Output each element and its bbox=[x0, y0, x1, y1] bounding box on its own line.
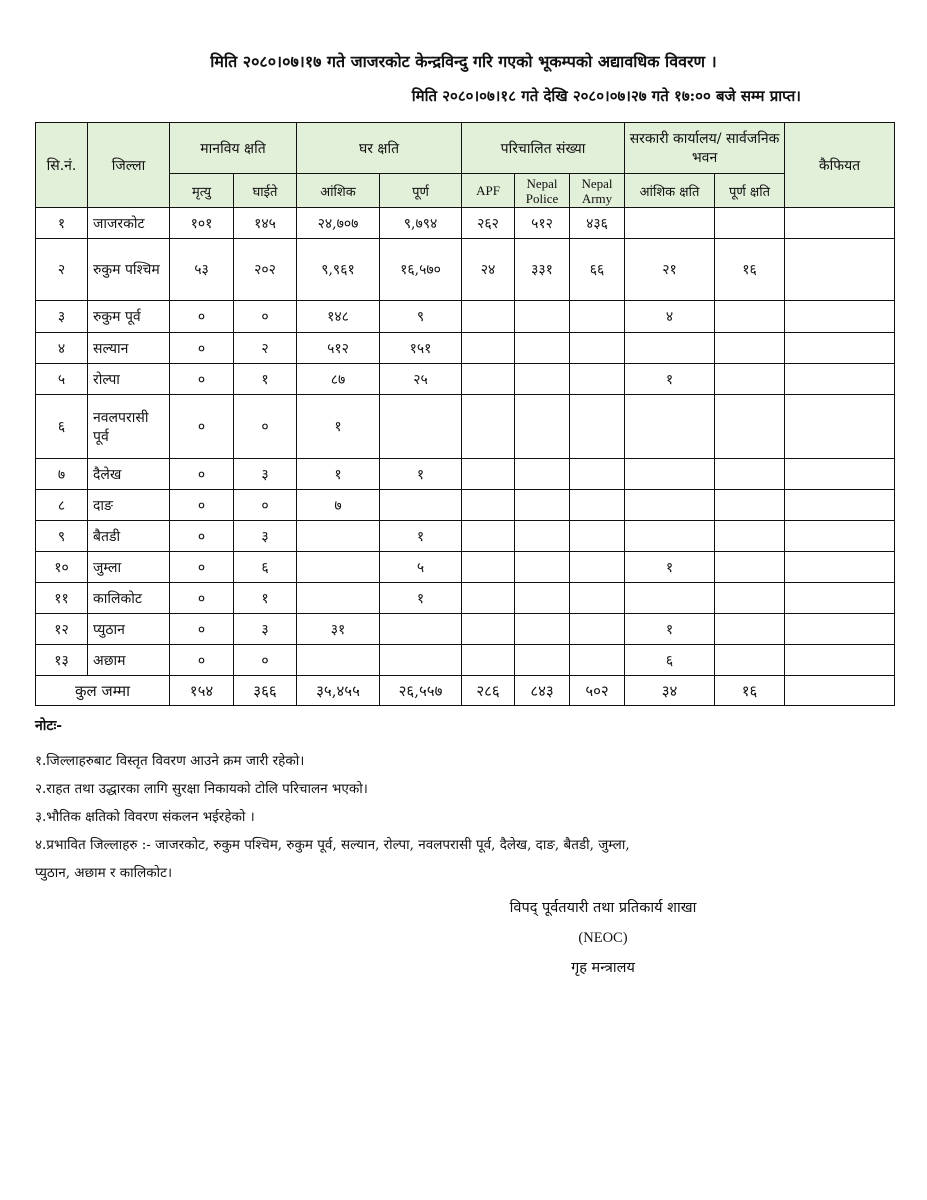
cell-remarks bbox=[785, 490, 895, 521]
cell-apf bbox=[462, 459, 515, 490]
cell-office-full bbox=[715, 364, 785, 395]
cell-partial bbox=[297, 552, 380, 583]
cell-full: ५ bbox=[380, 552, 462, 583]
header-partial: आंशिक bbox=[297, 174, 380, 208]
cell-full bbox=[380, 645, 462, 676]
cell-district: जुम्ला bbox=[88, 552, 170, 583]
cell-death: ० bbox=[170, 364, 234, 395]
cell-partial bbox=[297, 583, 380, 614]
cell-office-full bbox=[715, 459, 785, 490]
cell-partial bbox=[297, 521, 380, 552]
table-row bbox=[36, 552, 895, 583]
note-item: १.जिल्लाहरुबाट विस्तृत विवरण आउने क्रम जारी रहेको। bbox=[35, 753, 305, 769]
cell-sn: १३ bbox=[36, 645, 88, 676]
cell-army bbox=[570, 490, 625, 521]
header-full: पूर्ण bbox=[380, 174, 462, 208]
cell-injured: ० bbox=[234, 645, 297, 676]
header-district: जिल्ला bbox=[88, 123, 170, 208]
cell-army bbox=[570, 364, 625, 395]
cell-full: ९ bbox=[380, 301, 462, 333]
cell-office-partial: १ bbox=[625, 552, 715, 583]
cell-police bbox=[515, 583, 570, 614]
cell-partial: १ bbox=[297, 395, 380, 459]
cell-army bbox=[570, 333, 625, 364]
header-injured: घाईते bbox=[234, 174, 297, 208]
cell-police bbox=[515, 333, 570, 364]
cell-police bbox=[515, 614, 570, 645]
cell-sn: ७ bbox=[36, 459, 88, 490]
cell-full: ९,७९४ bbox=[380, 208, 462, 239]
cell-police bbox=[515, 552, 570, 583]
signature-block bbox=[470, 893, 736, 983]
cell-injured: ३ bbox=[234, 521, 297, 552]
cell-partial: २४,७०७ bbox=[297, 208, 380, 239]
signature-ministry: गृह मन्त्रालय bbox=[571, 960, 635, 976]
cell-apf: २४ bbox=[462, 239, 515, 301]
cell-office-partial: १ bbox=[625, 364, 715, 395]
cell-remarks bbox=[785, 208, 895, 239]
cell-office-full bbox=[715, 301, 785, 333]
table-row bbox=[36, 645, 895, 676]
total-injured: ३६६ bbox=[234, 676, 297, 706]
cell-office-full bbox=[715, 395, 785, 459]
total-remarks bbox=[785, 676, 895, 706]
header-sn: सि.नं. bbox=[36, 123, 88, 208]
total-army: ५०२ bbox=[570, 676, 625, 706]
cell-injured: १ bbox=[234, 364, 297, 395]
cell-district: नवलपरासी पूर्व bbox=[88, 395, 170, 459]
cell-remarks bbox=[785, 552, 895, 583]
total-death: १५४ bbox=[170, 676, 234, 706]
cell-full bbox=[380, 395, 462, 459]
cell-injured: ३ bbox=[234, 614, 297, 645]
cell-full bbox=[380, 614, 462, 645]
cell-remarks bbox=[785, 583, 895, 614]
cell-apf bbox=[462, 645, 515, 676]
cell-apf bbox=[462, 490, 515, 521]
header-house-damage: घर क्षति bbox=[297, 123, 462, 174]
cell-office-full bbox=[715, 208, 785, 239]
total-full: २६,५५७ bbox=[380, 676, 462, 706]
cell-police bbox=[515, 645, 570, 676]
cell-sn: १२ bbox=[36, 614, 88, 645]
cell-police: ३३१ bbox=[515, 239, 570, 301]
note-item: २.राहत तथा उद्धारका लागि सुरक्षा निकायको टोलि परिचालन भएको। bbox=[35, 781, 368, 797]
cell-injured: ६ bbox=[234, 552, 297, 583]
table-row bbox=[36, 239, 895, 301]
total-office-full: १६ bbox=[715, 676, 785, 706]
cell-full bbox=[380, 490, 462, 521]
cell-sn: ११ bbox=[36, 583, 88, 614]
cell-office-partial bbox=[625, 208, 715, 239]
cell-apf bbox=[462, 395, 515, 459]
cell-full: १६,५७० bbox=[380, 239, 462, 301]
cell-partial: १ bbox=[297, 459, 380, 490]
cell-sn: २ bbox=[36, 239, 88, 301]
total-police: ८४३ bbox=[515, 676, 570, 706]
signature-unit: (NEOC) bbox=[578, 930, 628, 946]
cell-death: ० bbox=[170, 645, 234, 676]
table-row bbox=[36, 459, 895, 490]
cell-remarks bbox=[785, 301, 895, 333]
cell-injured: २०२ bbox=[234, 239, 297, 301]
table-body bbox=[36, 208, 895, 706]
cell-office-partial: १ bbox=[625, 614, 715, 645]
cell-sn: ३ bbox=[36, 301, 88, 333]
cell-full: १ bbox=[380, 583, 462, 614]
header-govt-office: सरकारी कार्यालय/ सार्वजनिक भवन bbox=[625, 123, 785, 174]
cell-apf bbox=[462, 552, 515, 583]
cell-police bbox=[515, 521, 570, 552]
note-item: प्युठान, अछाम र कालिकोट। bbox=[35, 865, 173, 881]
cell-district: जाजरकोट bbox=[88, 208, 170, 239]
cell-sn: १० bbox=[36, 552, 88, 583]
cell-office-full: १६ bbox=[715, 239, 785, 301]
cell-office-full bbox=[715, 490, 785, 521]
cell-district: अछाम bbox=[88, 645, 170, 676]
cell-district: दाङ bbox=[88, 490, 170, 521]
cell-office-partial bbox=[625, 333, 715, 364]
cell-army bbox=[570, 521, 625, 552]
note-item: ३.भौतिक क्षतिको विवरण संकलन भईरहेको । bbox=[35, 809, 255, 825]
cell-army bbox=[570, 395, 625, 459]
cell-district: कालिकोट bbox=[88, 583, 170, 614]
cell-army bbox=[570, 301, 625, 333]
cell-police bbox=[515, 490, 570, 521]
cell-office-partial: २१ bbox=[625, 239, 715, 301]
cell-full: १ bbox=[380, 521, 462, 552]
cell-army bbox=[570, 583, 625, 614]
header-death: मृत्यु bbox=[170, 174, 234, 208]
cell-district: रुकुम पश्चिम bbox=[88, 239, 170, 301]
cell-apf bbox=[462, 614, 515, 645]
cell-police bbox=[515, 459, 570, 490]
table-row bbox=[36, 301, 895, 333]
report-title: मिति २०८०।०७।१७ गते जाजरकोट केन्द्रविन्दु गरि गएको भूकम्पको अद्यावधिक विवरण । bbox=[210, 52, 717, 71]
total-row bbox=[36, 676, 895, 706]
cell-office-full bbox=[715, 333, 785, 364]
cell-partial: ७ bbox=[297, 490, 380, 521]
total-label: कुल जम्मा bbox=[36, 676, 170, 706]
cell-full: २५ bbox=[380, 364, 462, 395]
cell-death: ० bbox=[170, 333, 234, 364]
cell-police bbox=[515, 395, 570, 459]
cell-apf: २६२ bbox=[462, 208, 515, 239]
cell-sn: ५ bbox=[36, 364, 88, 395]
header-human-loss: मानविय क्षति bbox=[170, 123, 297, 174]
cell-death: ० bbox=[170, 583, 234, 614]
cell-remarks bbox=[785, 395, 895, 459]
cell-apf bbox=[462, 333, 515, 364]
table-row bbox=[36, 364, 895, 395]
cell-death: ० bbox=[170, 521, 234, 552]
cell-office-partial bbox=[625, 459, 715, 490]
total-apf: २८६ bbox=[462, 676, 515, 706]
cell-partial: ९,९६१ bbox=[297, 239, 380, 301]
cell-death: ० bbox=[170, 552, 234, 583]
cell-office-full bbox=[715, 552, 785, 583]
cell-death: ० bbox=[170, 395, 234, 459]
cell-remarks bbox=[785, 645, 895, 676]
cell-sn: ६ bbox=[36, 395, 88, 459]
cell-district: प्युठान bbox=[88, 614, 170, 645]
cell-injured: ३ bbox=[234, 459, 297, 490]
header-nepal-army: Nepal Army bbox=[570, 174, 625, 208]
cell-partial bbox=[297, 645, 380, 676]
cell-remarks bbox=[785, 521, 895, 552]
cell-partial: ३१ bbox=[297, 614, 380, 645]
table-row bbox=[36, 583, 895, 614]
cell-sn: ४ bbox=[36, 333, 88, 364]
cell-district: दैलेख bbox=[88, 459, 170, 490]
cell-army: ४३६ bbox=[570, 208, 625, 239]
cell-office-full bbox=[715, 521, 785, 552]
cell-office-partial bbox=[625, 583, 715, 614]
cell-army bbox=[570, 459, 625, 490]
header-apf: APF bbox=[462, 174, 515, 208]
earthquake-damage-table bbox=[35, 122, 895, 706]
cell-army bbox=[570, 645, 625, 676]
report-subtitle: मिति २०८०।०७।१८ गते देखि २०८०।०७।२७ गते १७:०० बजे सम्म प्राप्त। bbox=[411, 87, 801, 105]
cell-injured: ० bbox=[234, 301, 297, 333]
cell-death: ० bbox=[170, 459, 234, 490]
cell-remarks bbox=[785, 333, 895, 364]
notes-title: नोटः- bbox=[35, 718, 63, 734]
cell-remarks bbox=[785, 614, 895, 645]
note-item: ४.प्रभावित जिल्लाहरु :- जाजरकोट, रुकुम पश्चिम, रुकुम पूर्व, सल्यान, रोल्पा, नवलपरासी पूर्व, दैलेख, दाङ, बैतडी, जुम्ला, bbox=[35, 837, 630, 853]
cell-office-full bbox=[715, 583, 785, 614]
cell-district: सल्यान bbox=[88, 333, 170, 364]
cell-injured: ० bbox=[234, 395, 297, 459]
cell-death: ० bbox=[170, 614, 234, 645]
cell-injured: १४५ bbox=[234, 208, 297, 239]
cell-apf bbox=[462, 521, 515, 552]
cell-office-partial: ६ bbox=[625, 645, 715, 676]
table-row bbox=[36, 614, 895, 645]
cell-death: १०१ bbox=[170, 208, 234, 239]
cell-office-partial bbox=[625, 395, 715, 459]
total-office-partial: ३४ bbox=[625, 676, 715, 706]
cell-police bbox=[515, 364, 570, 395]
cell-partial: ५१२ bbox=[297, 333, 380, 364]
cell-apf bbox=[462, 301, 515, 333]
cell-police bbox=[515, 301, 570, 333]
cell-army bbox=[570, 614, 625, 645]
total-partial: ३५,४५५ bbox=[297, 676, 380, 706]
cell-office-partial bbox=[625, 521, 715, 552]
cell-remarks bbox=[785, 459, 895, 490]
header-office-full: पूर्ण क्षति bbox=[715, 174, 785, 208]
cell-apf bbox=[462, 583, 515, 614]
cell-full: १५१ bbox=[380, 333, 462, 364]
header-deployed: परिचालित संख्या bbox=[462, 123, 625, 174]
notes-section bbox=[35, 716, 895, 887]
cell-police: ५१२ bbox=[515, 208, 570, 239]
table-row bbox=[36, 521, 895, 552]
header-office-partial: आंशिक क्षति bbox=[625, 174, 715, 208]
cell-sn: ८ bbox=[36, 490, 88, 521]
table-row bbox=[36, 490, 895, 521]
cell-army: ६६ bbox=[570, 239, 625, 301]
cell-partial: १४८ bbox=[297, 301, 380, 333]
header-nepal-police: Nepal Police bbox=[515, 174, 570, 208]
cell-remarks bbox=[785, 364, 895, 395]
cell-district: रुकुम पूर्व bbox=[88, 301, 170, 333]
cell-sn: १ bbox=[36, 208, 88, 239]
cell-office-full bbox=[715, 645, 785, 676]
cell-death: ५३ bbox=[170, 239, 234, 301]
cell-office-partial bbox=[625, 490, 715, 521]
cell-death: ० bbox=[170, 301, 234, 333]
signature-branch: विपद् पूर्वतयारी तथा प्रतिकार्य शाखा bbox=[509, 900, 697, 916]
cell-injured: ० bbox=[234, 490, 297, 521]
cell-injured: १ bbox=[234, 583, 297, 614]
cell-apf bbox=[462, 364, 515, 395]
cell-death: ० bbox=[170, 490, 234, 521]
cell-army bbox=[570, 552, 625, 583]
cell-injured: २ bbox=[234, 333, 297, 364]
cell-district: रोल्पा bbox=[88, 364, 170, 395]
cell-partial: ८७ bbox=[297, 364, 380, 395]
table-row bbox=[36, 395, 895, 459]
table-row bbox=[36, 208, 895, 239]
cell-remarks bbox=[785, 239, 895, 301]
cell-office-full bbox=[715, 614, 785, 645]
cell-full: १ bbox=[380, 459, 462, 490]
header-remarks: कैफियत bbox=[785, 123, 895, 208]
table-row bbox=[36, 333, 895, 364]
cell-office-partial: ४ bbox=[625, 301, 715, 333]
cell-district: बैतडी bbox=[88, 521, 170, 552]
cell-sn: ९ bbox=[36, 521, 88, 552]
